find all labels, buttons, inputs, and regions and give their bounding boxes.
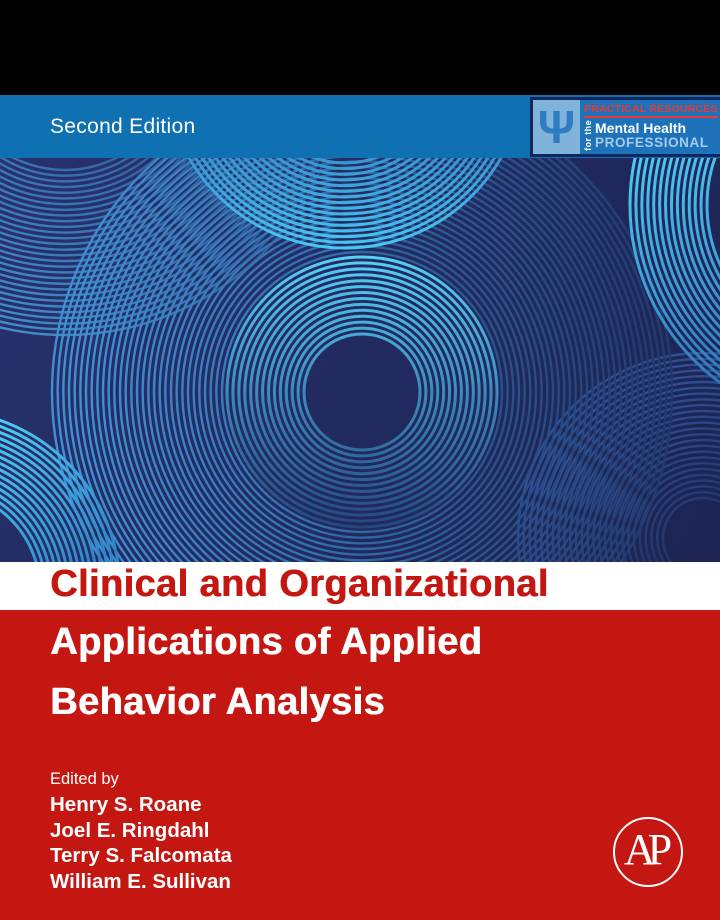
editor-name: Joel E. Ringdahl — [50, 818, 210, 842]
edited-by-label: Edited by — [50, 770, 119, 788]
top-black-bar — [0, 0, 720, 95]
badge-mental-health: Mental Health — [595, 119, 687, 136]
title-line-1: Clinical and Organizational — [50, 563, 549, 605]
badge-for-the: for the — [583, 119, 593, 151]
editor-name: William E. Sullivan — [50, 869, 231, 893]
editor-name: Henry S. Roane — [50, 793, 202, 816]
badge-professional: PROFESSIONAL — [595, 134, 709, 150]
editor-name: Terry S. Falcomata — [50, 844, 232, 867]
badge-lower-row — [584, 118, 718, 152]
badge-series-name — [595, 120, 709, 151]
psi-icon: Ψ — [533, 100, 580, 154]
series-badge-text — [580, 100, 720, 154]
title-lines-2-3 — [50, 612, 482, 732]
academic-press-logo — [613, 817, 683, 887]
ap-monogram: AP — [623, 825, 665, 874]
edition-label: Second Edition — [50, 115, 196, 138]
title-line-3: Behavior Analysis — [50, 681, 385, 723]
series-badge — [530, 97, 720, 157]
badge-practical-resources: PRACTICAL RESOURCES — [584, 103, 718, 118]
editors-block — [50, 768, 232, 894]
title-line-2: Applications of Applied — [50, 621, 483, 663]
